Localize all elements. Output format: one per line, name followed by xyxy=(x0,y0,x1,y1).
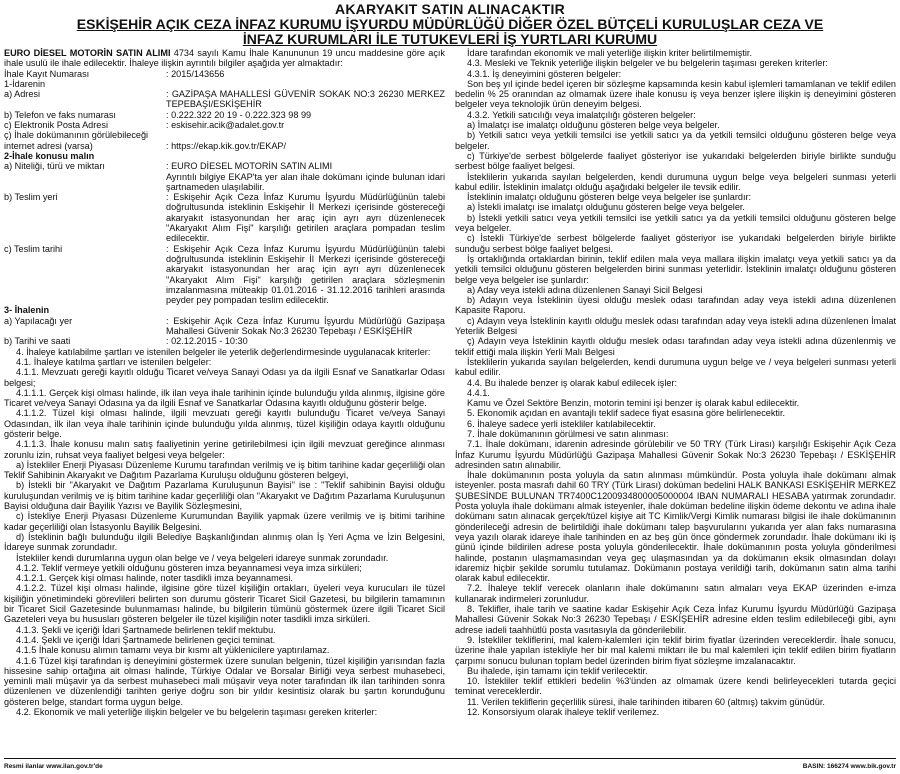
teslim-yeri-row xyxy=(4,192,445,243)
right-paragraph: 7. İhale dokümanının görülmesi ve satın alınması: xyxy=(467,428,669,439)
left-paragraph: 4.1.2.1. Gerçek kişi olması halinde, noter tasdikli imza beyannamesi. xyxy=(16,573,293,584)
left-paragraph: 4.1.3. Şekli ve içeriği İdari Şartnamede belirlenen teklif mektubu. xyxy=(16,624,276,635)
right-paragraph: 5. Ekonomik açıdan en avantajlı teklif sadece fiyat esasına göre belirlenecektir. xyxy=(467,408,786,419)
right-paragraphs xyxy=(455,48,896,717)
yer-value: : Eskişehir Açık Ceza İnfaz Kurumu İşyurdu Müdürlüğü Gazipaşa Mahallesi Güvenir Sokak No:3 26230 Tepebaşı / ESKİŞEHİR xyxy=(166,315,445,337)
left-paragraph: 4.1.1.1. Gerçek kişi olması halinde, ilk ilan veya ihale tarihinin içinde bulunduğu yılda alınmış, ilgisine göre Ticaret ve/veya Sanayi Odasına ya da ilgili Esnaf ve Sanatkarlar Odasına kayıtlı olduğunu gösterir belge. xyxy=(4,387,445,409)
right-paragraph: İş ortaklığında ortaklardan birinin, teklif edilen mala veya mallara ilişkin imalatçı veya yetkili satıcı ya da yetkili temsilci olduğunu gösteren belgelerden birini sunması yeterlidir. İsteklinin imalatçı olduğunu gösteren belge veya belgeler ise şunlardır: xyxy=(455,253,896,285)
teslim-tarihi-row xyxy=(4,244,445,306)
intro-bold: EURO DİESEL MOTORİN SATIN ALIMI xyxy=(4,48,171,58)
tel-row xyxy=(4,110,445,120)
tarih-row xyxy=(4,336,445,346)
left-paragraph: 4.1.2. Teklif vermeye yetkili olduğunu gösteren imza beyannamesi veya imza sirküleri; xyxy=(16,562,362,573)
left-paragraph: a) İstekliler Enerji Piyasası Düzenleme Kurumu tarafından verilmiş ve iş bitim tarihine kadar geçerliliği olan Teklif Sahibinin Akaryakıt ve Dağıtım Pazarlama Kuruluşu olduğunu gösteren belgeyi, xyxy=(4,459,445,481)
nitelik-value xyxy=(166,161,445,192)
left-paragraph: 4.1.1.2. Tüzel kişi olması halinde, ilgili mevzuatı gereği kayıtlı bulunduğu Ticaret ve/veya Sanayi Odasından, ilk ilan veya ihale tarihinin içinde bulunduğu yılda alınmış, tüzel kişiliğin odaya kayıtlı olduğunu gösterir belge. xyxy=(4,408,445,439)
right-paragraph: İhale dokümanının posta yoluyla da satın alınması mümkündür. Posta yoluyla ihale dokümanı almak isteyenler. posta masrafı dahil 60 TRY (Türk Lirası) doküman bedelini HALK BANKASI ESKİŞEHİR MERKEZ ŞUBESİNDE BULUNAN TR7400C1200934800005000004 IBAN NUMARALI HESABA yatırmak zorundadır. Posta yoluyla ihale dokümanı almak isteyenler, ihale doküman bedeline ilişkin ödeme dekontu ve adına ihale dokümanı satın alınacak gerçek/tüzel kişiye ait TC Kimlik/Vergi Kimlik numarası bilgisi ile ihale dokümanının gönderileceği adresin de belirtildiği ihale dokümanı talep başvurularını yukarıda yer alan faks numarasına veya yazılı olarak idareye ihale tarihinden en az beş gün önce göndermek zorundadır. İhale dokümanı iki iş günü içinde bildirilen adrese posta yoluyla gönderilecektir. İhale dokümanının posta yoluyla gönderilmesi halinde, postanın ulaşmamasından veya geç ulaşmasından ya da dokümanın eksik olmasından dolayı idaremiz hiçbir şekilde sorumlu tutulamaz. Dokümanın postaya verildiği tarih, dokümanın satın alma tarihi olarak kabul edilecektir. xyxy=(455,470,896,584)
internet-row xyxy=(4,141,445,151)
tarih-value: : 02.12.2015 - 10:30 xyxy=(166,336,248,347)
right-paragraph: 7.2. İhaleye teklif verecek olanların ihale dokümanını satın almaları veya EKAP üzerinden e-imza kullanarak indirmeleri zorunludur. xyxy=(455,583,896,604)
ihalenin-heading: 3- İhalenin xyxy=(4,305,50,316)
adres-row xyxy=(4,89,445,110)
right-paragraph: ç) Adayın veya İsteklinin kayıtlı olduğu meslek odası tarafından aday veya istekli adına düzenlenmiş ve teklif ettiği mala ilişkin Yerli Malı Belgesi xyxy=(455,336,896,357)
right-paragraph: a) Aday veya istekli adına düzenlenen Sanayi Sicil Belgesi xyxy=(467,284,703,295)
notice-body xyxy=(4,48,896,754)
teslim-yeri-label: b) Teslim yeri xyxy=(4,192,58,203)
right-paragraph: b) İstekli yetkili satıcı veya yetkili temsilci ise yetkili satıcı ya da yetkili temsilci olduğunu gösteren belge veya belgeler. xyxy=(455,212,896,234)
intro-paragraph xyxy=(4,48,445,69)
right-paragraph: 11. Verilen tekliflerin geçerlilik süresi, ihale tarihinden itibaren 60 (altmış) takvim günüdür. xyxy=(467,696,825,707)
kayit-value: : 2015/143656 xyxy=(166,68,225,79)
tel-value: : 0.222.322 20 19 - 0.222.323 98 99 xyxy=(166,109,312,120)
internet-label: internet adresi (varsa) xyxy=(4,140,93,151)
right-column xyxy=(455,48,896,754)
left-paragraph: 4.1.2.2. Tüzel kişi olması halinde, ilgisine göre tüzel kişiliğin ortakları, üyeleri veya kurucuları ile tüzel kişiliğin yönetimindeki görevlileri belirten son durumu gösterir Ticaret Sicil Gazetesi, bu bilgilerin tamamının bir Ticaret Sicil Gazetesinde bulunmaması halinde, bu bilgilerin tümünü göstermek üzere ilgili Ticaret Sicil Gazeteleri veya bu hususları gösteren belgeler ile tüzel kişiliğin noter tasdikli imza sirküleri. xyxy=(4,583,445,625)
footer-right: BASIN: 166274 www.bik.gov.tr xyxy=(802,762,896,770)
notice-subtitle-line2: İNFAZ KURUMLARI İLE TUTUKEVLERİ İŞ YURTLARI KURUMU xyxy=(242,31,658,47)
left-paragraph: 4. İhaleye katılabilme şartları ve istenilen belgeler ile yeterlik değerlendirmesinde uygulanacak kriterler: xyxy=(16,346,431,357)
notice-subtitle-line1: ESKİŞEHİR AÇIK CEZA İNFAZ KURUMU İŞYURDU MÜDÜRLÜĞÜ DİĞER ÖZEL BÜTÇELİ KURULUŞLAR CEZA VE xyxy=(76,16,824,32)
right-paragraph: İsteklinin imalatçı olduğunu gösteren belge veya belgeler ise şunlardır: xyxy=(467,192,752,203)
left-paragraph: 4.1.6 Tüzel kişi tarafından iş deneyimini göstermek üzere sunulan belgenin, tüzel kişiliğin yarısından fazla hissesine sahip ortağına ait olması halinde, Türkiye Odalar ve Borsalar Birliği veya serbest muhasebeci, yeminli mali müşavir ya da serbest muhasebeci mali müşavir veya noter tarafından ilk ilan tarihinden sonra düzenlenen ve düzenlendiği tarihten geriye doğru son bir yıldır kesintisiz olarak bu şartın korunduğunu gösteren belge, standart forma uygun belge. xyxy=(4,655,445,707)
right-paragraph: 4.3.2. Yetkili satıcılığı veya imalatçılığı gösteren belgeler: xyxy=(467,109,696,120)
adres-label: a) Adresi xyxy=(4,89,41,100)
left-paragraph: c) İstekliye Enerji Piyasası Düzenleme Kurumundan Bayilik yapmak üzere verilmiş ve iş bitimi tarihine kadar geçerliliği olan İstasyonlu Bayilik Belgesini. xyxy=(4,511,445,532)
nitelik-label: a) Niteliği, türü ve miktarı xyxy=(4,161,105,172)
right-paragraph: 4.3.1. İş deneyimini gösteren belgeler: xyxy=(467,68,622,79)
eposta-label: c) Elektronik Posta Adresi xyxy=(4,120,108,131)
nitelik-row xyxy=(4,161,445,192)
left-paragraph: 4.1.1.3. İhale konusu malın satış faaliyetinin yerine getirilebilmesi için ilgili mevzuat gereğince alınması zorunlu izin, ruhsat veya faaliyet belgesi veya belgeler: xyxy=(4,439,445,460)
kayit-row xyxy=(4,69,445,79)
tel-label: b) Telefon ve faks numarası xyxy=(4,109,116,120)
mal-heading: 2-İhale konusu malın xyxy=(4,150,95,161)
intro-text: 4734 sayılı Kamu İhale Kanununun 19 uncu maddesine göre açık ihale usulü ile ihale edilecektir. İhaleye ilişkin ayrıntılı bilgiler aşağıda yer almaktadır: xyxy=(4,48,445,69)
right-paragraph: a) İstekli imalatçı ise imalatçı olduğunu gösteren belge veya belgeler. xyxy=(467,202,745,213)
right-paragraph: 4.4. Bu ihalede benzer iş olarak kabul edilecek işler: xyxy=(467,377,677,388)
adres-value: : GAZİPAŞA MAHALLESİ GÜVENİR SOKAK NO:3 26230 MERKEZ TEPEBAŞI/ESKİŞEHİR xyxy=(166,89,445,110)
yer-row xyxy=(4,316,445,337)
left-column xyxy=(4,48,445,754)
left-paragraph: b) İstekli bir "Akaryakıt ve Dağıtım Pazarlama Kuruluşunun Bayisi" ise : "Teklif sahibinin Bayisi olduğu kuruluşundan verilmiş ve iş bitim tarihine kadar geçerliliği olan "Akaryakıt ve Dağıtım Pazarlama Kuruluşunun Bayisi olduğuna dair Bayilik Yazısı ve Bayilik Sözleşmesini, xyxy=(4,480,445,512)
right-paragraph: 8. Teklifler, ihale tarih ve saatine kadar Eskişehir Açık Ceza İnfaz Kurumu İşyurdu Müdürlüğü Gazipaşa Mahallesi Güvenir Sokak No:3 26230 Tepebaşı / ESKİŞEHİR adresine elden teslim edilebileceği gibi, aynı adrese iadeli taahhütlü posta vasıtasıyla da gönderilebilir. xyxy=(455,604,896,635)
right-paragraph: c) İstekli Türkiye'de serbest bölgelerde faaliyet gösteriyor ise yukarıdaki belgelerden biriyle birlikte sunduğu serbest bölge faaliyet belgesi. xyxy=(455,233,896,254)
left-paragraph: İstekliler kendi durumlarına uygun olan belge ve / veya belgeleri idareye sunmak zorundadır. xyxy=(16,552,389,563)
nitelik-value-line: : EURO DİESEL MOTORİN SATIN ALIMI xyxy=(166,161,333,172)
idare-heading: 1-İdarenin xyxy=(4,78,46,89)
tarih-label: b) Tarihi ve saati xyxy=(4,336,71,347)
eposta-value: : eskisehir.acik@adalet.gov.tr xyxy=(166,120,285,131)
right-paragraph: 12. Konsorsiyum olarak ihaleye teklif verilemez. xyxy=(467,707,660,717)
right-paragraph: Bu ihalede, işin tamamı için teklif verilecektir. xyxy=(467,665,648,676)
eposta-row xyxy=(4,120,445,130)
right-paragraph: a) İmalatçı ise imalatçı olduğunu gösteren belge veya belgeler. xyxy=(467,120,720,131)
right-paragraph: 4.3. Mesleki ve Teknik yeterliğe ilişkin belgeler ve bu belgelerin taşıması gereken kriterler: xyxy=(467,58,828,69)
left-paragraph: 4.1.1. Mevzuatı gereği kayıtlı olduğu Ticaret ve/veya Sanayi Odası ya da ilgili Esnaf ve Sanatkarlar Odası belgesi; xyxy=(4,367,445,388)
right-paragraph: 9. İstekliler tekliflerini, mal kalem-kalemleri için teklif birim fiyatlar üzerinden vereceklerdir. İhale sonucu, üzerine ihale yapılan istekliyle her bir mal kalemi miktarı ile bu mal kalemleri için teklif edilen birim fiyatların çarpımı sonucu bulunan toplam bedel üzerinden birim fiyat sözleşme imzalanacaktır. xyxy=(455,634,896,666)
left-paragraphs xyxy=(4,347,445,718)
footer-left: Resmi ilanlar www.ilan.gov.tr'de xyxy=(4,762,103,770)
right-paragraph: İsteklilerin yukarıda sayılan belgelerden, kendi durumuna uygun belge ve / veya belgeleri sunması yeterli kabul edilir. xyxy=(455,356,896,378)
left-paragraph: 4.1.4. Şekli ve içeriği İdari Şartnamede belirlenen geçici teminat. xyxy=(16,634,276,645)
kayit-label: İhale Kayıt Numarası xyxy=(4,68,90,79)
dokuman-label: ç) İhale dokümanının görülebileceği xyxy=(4,130,149,141)
right-paragraph: 6. İhaleye sadece yerli istekliler katılabilecektir. xyxy=(467,418,656,429)
footer xyxy=(4,758,896,773)
left-paragraph: 4.2. Ekonomik ve mali yeterliğe ilişkin belgeler ve bu belgelerin taşıması gereken kriterler: xyxy=(16,707,378,717)
right-paragraph: 7.1. İhale dokümanı, idarenin adresinde görülebilir ve 50 TRY (Türk Lirası) karşılığı Eskişehir Açık Ceza İnfaz Kurumu İşyurdu Müdürlüğü Gazipaşa Mahallesi Güvenir Sokak No:3 26230 Tepebaşı / ESKİŞEHİR adresinden satın alınabilir. xyxy=(455,439,896,470)
left-paragraph: 4.1.5 İhale konusu alımın tamamı veya bir kısmı alt yüklenicilere yaptırılamaz. xyxy=(16,645,330,656)
right-paragraph: c) Adayın veya İsteklinin kayıtlı olduğu meslek odası tarafından aday veya istekli adına düzenlenen İmalat Yeterlik Belgesi xyxy=(455,315,896,337)
right-paragraph: b) Yetkili satıcı veya yetkili temsilci ise yetkili satıcı ya da yetkili temsilci olduğunu gösteren belge veya belgeler. xyxy=(455,130,896,151)
notice-header xyxy=(0,0,900,47)
right-paragraph: Kamu ve Özel Sektöre Benzin, motorin temini işi benzer iş olarak kabul edilecektir. xyxy=(467,398,800,409)
right-paragraph: İsteklilerin yukarıda sayılan belgelerden, kendi durumuna uygun belge veya belgeleri sunması yeterli kabul edilir. İsteklinin imalatçı olduğu aşağıdaki belgeler ile tevsik edilir. xyxy=(455,171,896,192)
right-paragraph: 10. İstekliler teklif ettikleri bedelin %3'ünden az olmamak üzere kendi belirleyecekleri tutarda geçici teminat vereceklerdir. xyxy=(455,676,896,697)
left-paragraph: d) İsteklinin bağlı bulunduğu ilgili Belediye Başkanlığından alınmış olan İş Yeri Açma ve İzin Belgesini, İdareye sunmak zorundadır. xyxy=(4,531,445,553)
left-paragraph: 4.1. İhaleye katılma şartları ve istenilen belgeler: xyxy=(16,356,212,367)
teslim-yeri-value: : Eskişehir Açık Ceza İnfaz Kurumu İşyurdu Müdürlüğünün talebi doğrultusunda isteklinin Eskişehir İl Merkezi içerisinde göstereceği akaryakıt istasyonundan her araç için ayrı ayrı düzenlenecek "Akaryakıt Alım Fişi" karşılığı getirilen araçlara pompadan teslim edilecektir. xyxy=(166,192,445,244)
internet-value: : https://ekap.kik.gov.tr/EKAP/ xyxy=(166,140,287,151)
nitelik-value-detail: Ayrıntılı bilgiye EKAP'ta yer alan ihale dokümanı içinde bulunan idari şartnameden ulaşılabilir. xyxy=(166,171,445,192)
teslim-tarihi-label: c) Teslim tarihi xyxy=(4,243,63,254)
right-paragraph: Son beş yıl içinde bedel içeren bir sözleşme kapsamında kesin kabul işlemleri tamamlanan ve teklif edilen bedelin % 25 oranından az olmamak üzere ihale konusu iş veya benzer işlere ilişkin iş deneyimini gösteren belgeler veya teknolojik ürün deneyim belgesi. xyxy=(455,78,896,110)
right-paragraph: İdare tarafından ekonomik ve mali yeterliğe ilişkin kriter belirtilmemiştir. xyxy=(467,48,753,58)
notice-title: AKARYAKIT SATIN ALINACAKTIR xyxy=(335,1,565,17)
right-paragraph: b) Adayın veya İsteklinin üyesi olduğu meslek odası tarafından aday veya istekli adına düzenlenen Kapasite Raporu. xyxy=(455,295,896,316)
teslim-tarihi-value: : Eskişehir Açık Ceza İnfaz Kurumu İşyurdu Müdürlüğünün talebi doğrultusunda isteklinin Eskişehir İl Merkezi içerisinde göstereceği akaryakıt istasyonundan her araç için ayrı ayrı düzenlenecek "Akaryakıt Alım Fişi" karşılığı getirilen araçlara sözleşmenin imzalanmasına müteakip 01.01.2016 - 31.12.2016 tarihleri arasında peyder pey pompadan teslim edilecektir. xyxy=(166,243,445,306)
right-paragraph: 4.4.1. xyxy=(467,387,490,398)
right-paragraph: c) Türkiye'de serbest bölgelerde faaliyet gösteriyor ise yukarıdaki belgelerden biriyle birlikte sunduğu serbest bölge faaliyet belgesi. xyxy=(455,150,896,172)
yer-label: a) Yapılacağı yer xyxy=(4,315,73,326)
